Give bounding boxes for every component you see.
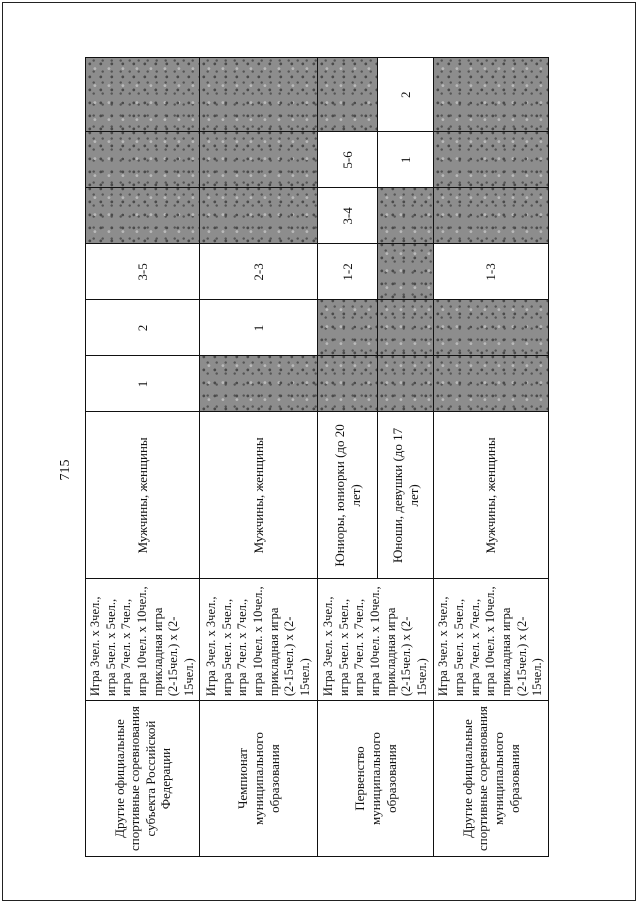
shaded-cell — [378, 356, 434, 412]
table-row — [318, 58, 378, 857]
shaded-cell — [200, 188, 318, 244]
place-cell: 1-2 — [318, 244, 378, 300]
ranking-table — [85, 57, 549, 857]
discipline-cell: Игра 3чел. х 3чел., игра 5чел. х 5чел., игра 7чел. х 7чел., игра 10чел. х 10чел., прикладная игра (2-15чел.) х (2-15чел.) — [434, 579, 548, 701]
discipline-cell: Игра 3чел. х 3чел., игра 5чел. х 5чел., игра 7чел. х 7чел., игра 10чел. х 10чел., прикладная игра (2-15чел.) х (2-15чел.) — [200, 579, 318, 701]
place-cell: 2 — [86, 300, 200, 356]
group-cell: Мужчины, женщины — [434, 412, 548, 579]
place-cell: 1 — [378, 132, 434, 188]
competition-cell: Первенство муниципального образования — [318, 701, 434, 857]
competition-cell: Чемпионат муниципального образования — [200, 701, 318, 857]
shaded-cell — [434, 132, 548, 188]
shaded-cell — [434, 356, 548, 412]
table-row — [434, 58, 548, 857]
shaded-cell — [378, 188, 434, 244]
place-cell: 3-5 — [86, 244, 200, 300]
shaded-cell — [200, 132, 318, 188]
shaded-cell — [86, 58, 200, 132]
group-cell: Мужчины, женщины — [86, 412, 200, 579]
shaded-cell — [378, 244, 434, 300]
place-cell: 1 — [86, 356, 200, 412]
table-row — [200, 58, 318, 857]
competition-cell: Другие официальные спортивные соревнования муниципального образования — [434, 701, 548, 857]
shaded-cell — [318, 356, 378, 412]
place-cell: 1-3 — [434, 244, 548, 300]
group-cell: Юноши, девушки (до 17 лет) — [378, 412, 434, 579]
discipline-cell: Игра 3чел. х 3чел., игра 5чел. х 5чел., игра 7чел. х 7чел., игра 10чел. х 10чел., прикладная игра (2-15чел.) х (2-15чел.) — [318, 579, 434, 701]
competition-cell: Другие официальные спортивные соревнования субъекта Российской Федерации — [86, 701, 200, 857]
page-number: 715 — [58, 459, 73, 481]
discipline-cell: Игра 3чел. х 3чел., игра 5чел. х 5чел., игра 7чел. х 7чел., игра 10чел. х 10чел., прикладная игра (2-15чел.) х (2-15чел.) — [86, 579, 200, 701]
shaded-cell — [378, 300, 434, 356]
place-cell: 2-3 — [200, 244, 318, 300]
group-cell: Юниоры, юниорки (до 20 лет) — [318, 412, 378, 579]
shaded-cell — [434, 188, 548, 244]
place-cell: 5-6 — [318, 132, 378, 188]
table-row — [86, 58, 200, 857]
shaded-cell — [434, 58, 548, 132]
shaded-cell — [318, 300, 378, 356]
shaded-cell — [200, 356, 318, 412]
shaded-cell — [86, 188, 200, 244]
shaded-cell — [200, 58, 318, 132]
group-cell: Мужчины, женщины — [200, 412, 318, 579]
shaded-cell — [318, 58, 378, 132]
rotated-table-container — [85, 57, 547, 857]
shaded-cell — [86, 132, 200, 188]
place-cell: 3-4 — [318, 188, 378, 244]
place-cell: 1 — [200, 300, 318, 356]
shaded-cell — [434, 300, 548, 356]
place-cell: 2 — [378, 58, 434, 132]
